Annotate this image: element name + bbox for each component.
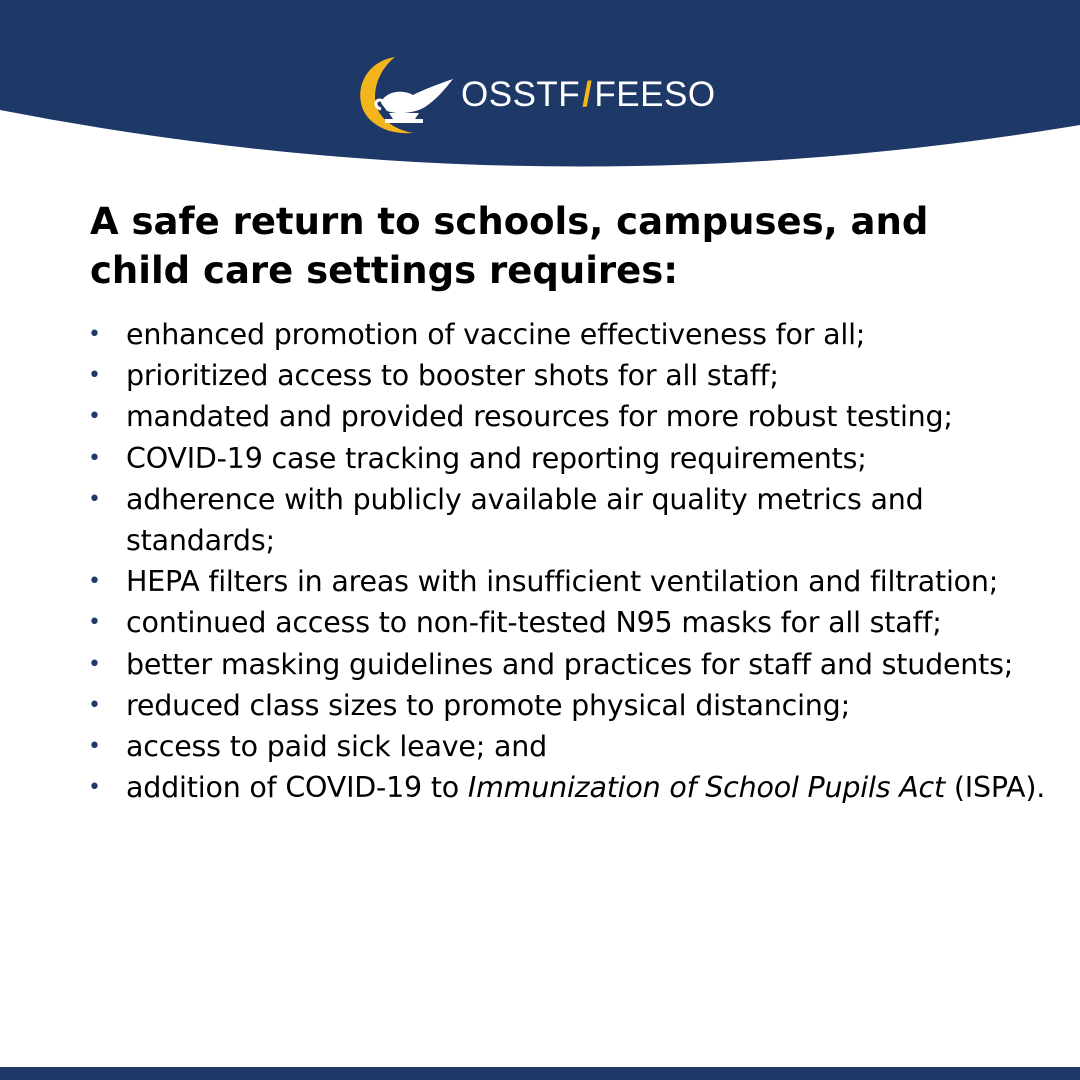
list-item [88, 355, 1073, 396]
list-item [88, 644, 1073, 685]
list-item-text-before: addition of COVID-19 to [126, 771, 468, 805]
act-title: Immunization of School Pupils Act [467, 771, 945, 805]
bullet-icon: • [88, 569, 101, 595]
bullet-icon: • [88, 610, 101, 636]
list-item [88, 767, 1073, 808]
footer-band [0, 1067, 1080, 1080]
list-item [88, 314, 1073, 355]
bullet-icon: • [88, 445, 101, 471]
bullet-icon: • [88, 322, 101, 347]
list-item-text: mandated and provided resources for more robust testing; [126, 400, 953, 434]
list-item-text: access to paid sick leave; and [126, 730, 547, 764]
bullet-icon: • [88, 692, 101, 718]
list-item-text [126, 767, 1073, 808]
list-item-text: prioritized access to booster shots for all staff; [126, 359, 779, 393]
list-item [88, 602, 1073, 643]
logo-feeso: FEESO [594, 75, 716, 114]
list-item [88, 438, 1073, 479]
list-item [88, 396, 1073, 437]
list-item-text: reduced class sizes to promote physical distancing; [126, 688, 850, 722]
list-item-text: enhanced promotion of vaccine effectiveness for all; [126, 318, 866, 351]
logo-osstf: OSSTF [461, 75, 581, 114]
list-item [88, 561, 1073, 602]
bullet-icon: • [88, 734, 101, 760]
requirements-list [88, 314, 1073, 808]
bullet-icon: • [88, 486, 101, 512]
list-item-text-after: (ISPA). [945, 771, 1046, 805]
list-item-text: COVID-19 case tracking and reporting requirements; [126, 441, 867, 475]
list-item-text: continued access to non-fit-tested N95 masks for all staff; [126, 606, 942, 640]
bullet-icon: • [88, 775, 101, 801]
bullet-icon: • [88, 404, 101, 430]
list-item-text: better masking guidelines and practices for staff and students; [126, 647, 1014, 681]
logo-slash: / [582, 75, 593, 114]
logo-wordmark [461, 75, 716, 115]
list-item [88, 685, 1073, 726]
bullet-icon: • [88, 651, 101, 677]
list-item [88, 726, 1073, 767]
list-item-text: adherence with publicly available air quality metrics and standards; [126, 482, 924, 558]
bullet-icon: • [88, 363, 101, 389]
osstf-feeso-logo [355, 50, 716, 140]
list-item-text: HEPA filters in areas with insufficient ventilation and filtration; [126, 565, 999, 599]
page-heading: A safe return to schools, campuses, and child care settings requires: [90, 200, 929, 292]
list-item [88, 479, 1073, 561]
oil-lamp-icon [355, 51, 465, 139]
